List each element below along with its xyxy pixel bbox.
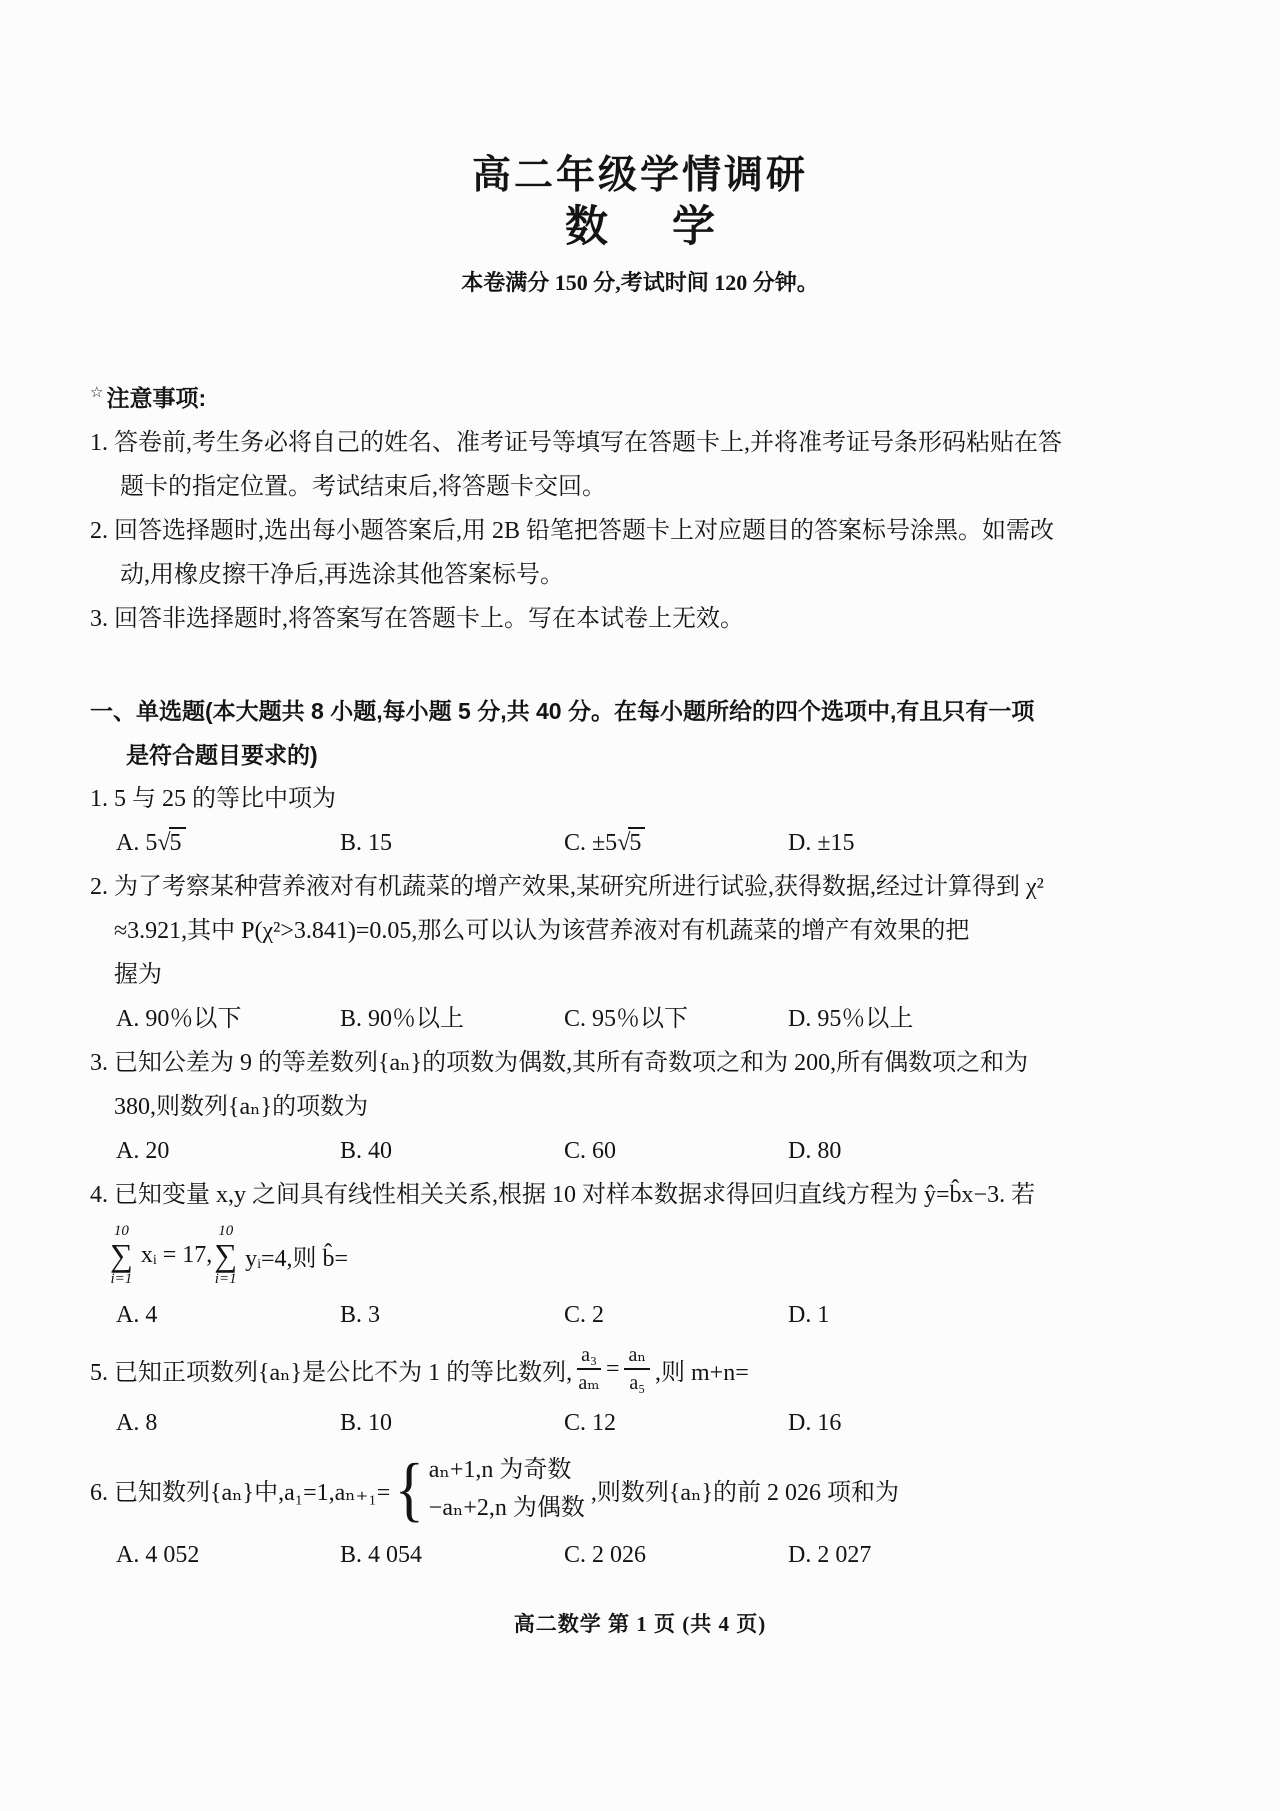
option-b: B. 90％以上 <box>340 1006 465 1032</box>
question-4-equation <box>90 1217 1160 1293</box>
fraction-numerator: aₙ <box>624 1343 650 1370</box>
option-d: D. 1 <box>788 1302 830 1328</box>
option-c <box>564 821 788 865</box>
option-d: D. 16 <box>788 1410 842 1436</box>
question-5-stem <box>90 1337 1160 1401</box>
option-a-text: A. 5 <box>116 830 158 856</box>
radicand: 5 <box>628 827 645 856</box>
sum-2-expression: yᵢ=4,则 b̂= <box>245 1245 349 1272</box>
question-3 <box>90 1041 1160 1173</box>
option-b: B. 40 <box>340 1138 393 1164</box>
question-5-stem-pre: 5. 已知正项数列{aₙ}是公比不为 1 的等比数列, <box>90 1359 573 1386</box>
question-1-options <box>90 821 1160 865</box>
summation-symbol <box>110 1223 133 1287</box>
option-a: A. 4 <box>116 1302 158 1328</box>
notice-heading <box>90 378 1160 413</box>
sigma-icon: ∑ <box>110 1237 133 1273</box>
sum-1-expression: xᵢ = 17, <box>140 1241 213 1268</box>
option-c-text: C. ±5 <box>564 830 618 856</box>
question-6 <box>90 1445 1160 1577</box>
page-title: 高二年级学情调研 <box>471 154 808 197</box>
sum-upper-limit: 10 <box>113 1223 129 1239</box>
question-2-stem-line-3: 握为 <box>114 962 162 988</box>
option-c: C. 60 <box>564 1138 617 1164</box>
question-1-stem: 1. 5 与 25 的等比中项为 <box>90 786 336 812</box>
question-2-options <box>90 997 1160 1041</box>
notice-item-1-line-2: 题卡的指定位置。考试结束后,将答题卡交回。 <box>120 474 606 500</box>
option-c: C. 2 026 <box>564 1542 647 1568</box>
notice-heading-text: 注意事项: <box>106 385 207 411</box>
option-d: D. ±15 <box>788 830 855 856</box>
question-4 <box>90 1173 1160 1337</box>
section-heading-line-2: 是符合题目要求的) <box>126 742 318 768</box>
option-a: A. 4 052 <box>116 1542 200 1568</box>
brace-icon: { <box>394 1449 425 1529</box>
section-heading-line-1: 一、单选题(本大题共 8 小题,每小题 5 分,共 40 分。在每小题所给的四个选项中,有且只有一项 <box>90 698 1035 724</box>
exam-content <box>0 378 1280 1577</box>
sum-lower-limit: i=1 <box>214 1271 237 1287</box>
option-c: C. 2 <box>564 1302 605 1328</box>
radical-icon: √ <box>157 830 171 856</box>
option-b: B. 10 <box>340 1410 393 1436</box>
case-odd: aₙ+1,n 为奇数 <box>428 1457 572 1483</box>
fraction-denominator: aₘ <box>578 1372 600 1394</box>
case-even: −aₙ+2,n 为偶数 <box>428 1495 585 1521</box>
fraction-numerator: a₃ <box>577 1343 601 1370</box>
option-a: A. 8 <box>116 1410 158 1436</box>
question-4-options <box>90 1293 1160 1337</box>
section-heading <box>90 689 1160 777</box>
fraction-denominator: a₅ <box>629 1372 646 1394</box>
question-6-stem-pre: 6. 已知数列{aₙ}中,a₁=1,aₙ₊₁= <box>90 1479 391 1506</box>
exam-subtitle: 本卷满分 150 分,考试时间 120 分钟。 <box>461 270 819 295</box>
sum-upper-limit: 10 <box>218 1223 234 1239</box>
question-6-options <box>90 1533 1160 1577</box>
piecewise-cases <box>429 1451 585 1527</box>
star-icon: ☆ <box>90 384 104 401</box>
option-d: D. 95％以上 <box>788 1006 914 1032</box>
option-b: B. 15 <box>340 830 393 856</box>
question-2 <box>90 865 1160 1041</box>
notice-item-2-line-1: 2. 回答选择题时,选出每小题答案后,用 2B 铅笔把答题卡上对应题目的答案标号涂黑。如需改 <box>90 518 1055 544</box>
notice-item-1-line-1: 1. 答卷前,考生务必将自己的姓名、准考证号等填写在答题卡上,并将准考证号条形码粘贴在答 <box>90 430 1062 456</box>
sigma-icon: ∑ <box>214 1237 238 1273</box>
notice-list <box>90 421 1160 641</box>
option-a: A. 20 <box>116 1138 170 1164</box>
question-1 <box>90 777 1160 865</box>
option-d: D. 2 027 <box>788 1542 872 1568</box>
notice-item-2-line-2: 动,用橡皮擦干净后,再选涂其他答案标号。 <box>120 562 564 588</box>
question-2-stem-line-1: 2. 为了考察某种营养液对有机蔬菜的增产效果,某研究所进行试验,获得数据,经过计算得到 χ² <box>90 874 1044 900</box>
sum-lower-limit: i=1 <box>110 1271 133 1287</box>
question-3-options <box>90 1129 1160 1173</box>
sqrt-expression <box>157 830 185 856</box>
subject-title: 数学 <box>565 203 779 251</box>
fraction <box>577 1343 601 1395</box>
question-3-stem-line-1: 3. 已知公差为 9 的等差数列{aₙ}的项数为偶数,其所有奇数项之和为 200,所有偶数项之和为 <box>90 1050 1029 1076</box>
radical-icon: √ <box>617 830 631 856</box>
question-6-stem-post: ,则数列{aₙ}的前 2 026 项和为 <box>590 1479 899 1506</box>
question-3-stem-line-2: 380,则数列{aₙ}的项数为 <box>114 1094 369 1120</box>
notice-item-3-line-1: 3. 回答非选择题时,将答案写在答题卡上。写在本试卷上无效。 <box>90 606 744 632</box>
option-c: C. 12 <box>564 1410 617 1436</box>
fraction <box>624 1343 650 1395</box>
option-a: A. 90％以下 <box>116 1006 242 1032</box>
option-b: B. 4 054 <box>340 1542 423 1568</box>
question-4-stem-line-1: 4. 已知变量 x,y 之间具有线性相关关系,根据 10 对样本数据求得回归直线方程为 ŷ=b̂x−3. 若 <box>90 1182 1036 1208</box>
question-6-stem <box>90 1445 1160 1533</box>
option-c: C. 95％以下 <box>564 1006 689 1032</box>
summation-symbol <box>214 1223 237 1287</box>
page-footer: 高二数学 第 1 页 (共 4 页) <box>513 1612 767 1636</box>
question-5-options <box>90 1401 1160 1445</box>
option-d: D. 80 <box>788 1138 842 1164</box>
question-2-stem-line-2: ≈3.921,其中 P(χ²>3.841)=0.05,那么可以认为该营养液对有机蔬菜的增产有效果的把 <box>114 918 970 944</box>
sqrt-expression <box>617 830 645 856</box>
radicand: 5 <box>169 827 186 856</box>
question-5-stem-post: ,则 m+n= <box>655 1359 749 1386</box>
question-5 <box>90 1337 1160 1445</box>
option-b: B. 3 <box>340 1302 381 1328</box>
option-a <box>116 821 340 865</box>
equals-sign: = <box>605 1355 620 1382</box>
